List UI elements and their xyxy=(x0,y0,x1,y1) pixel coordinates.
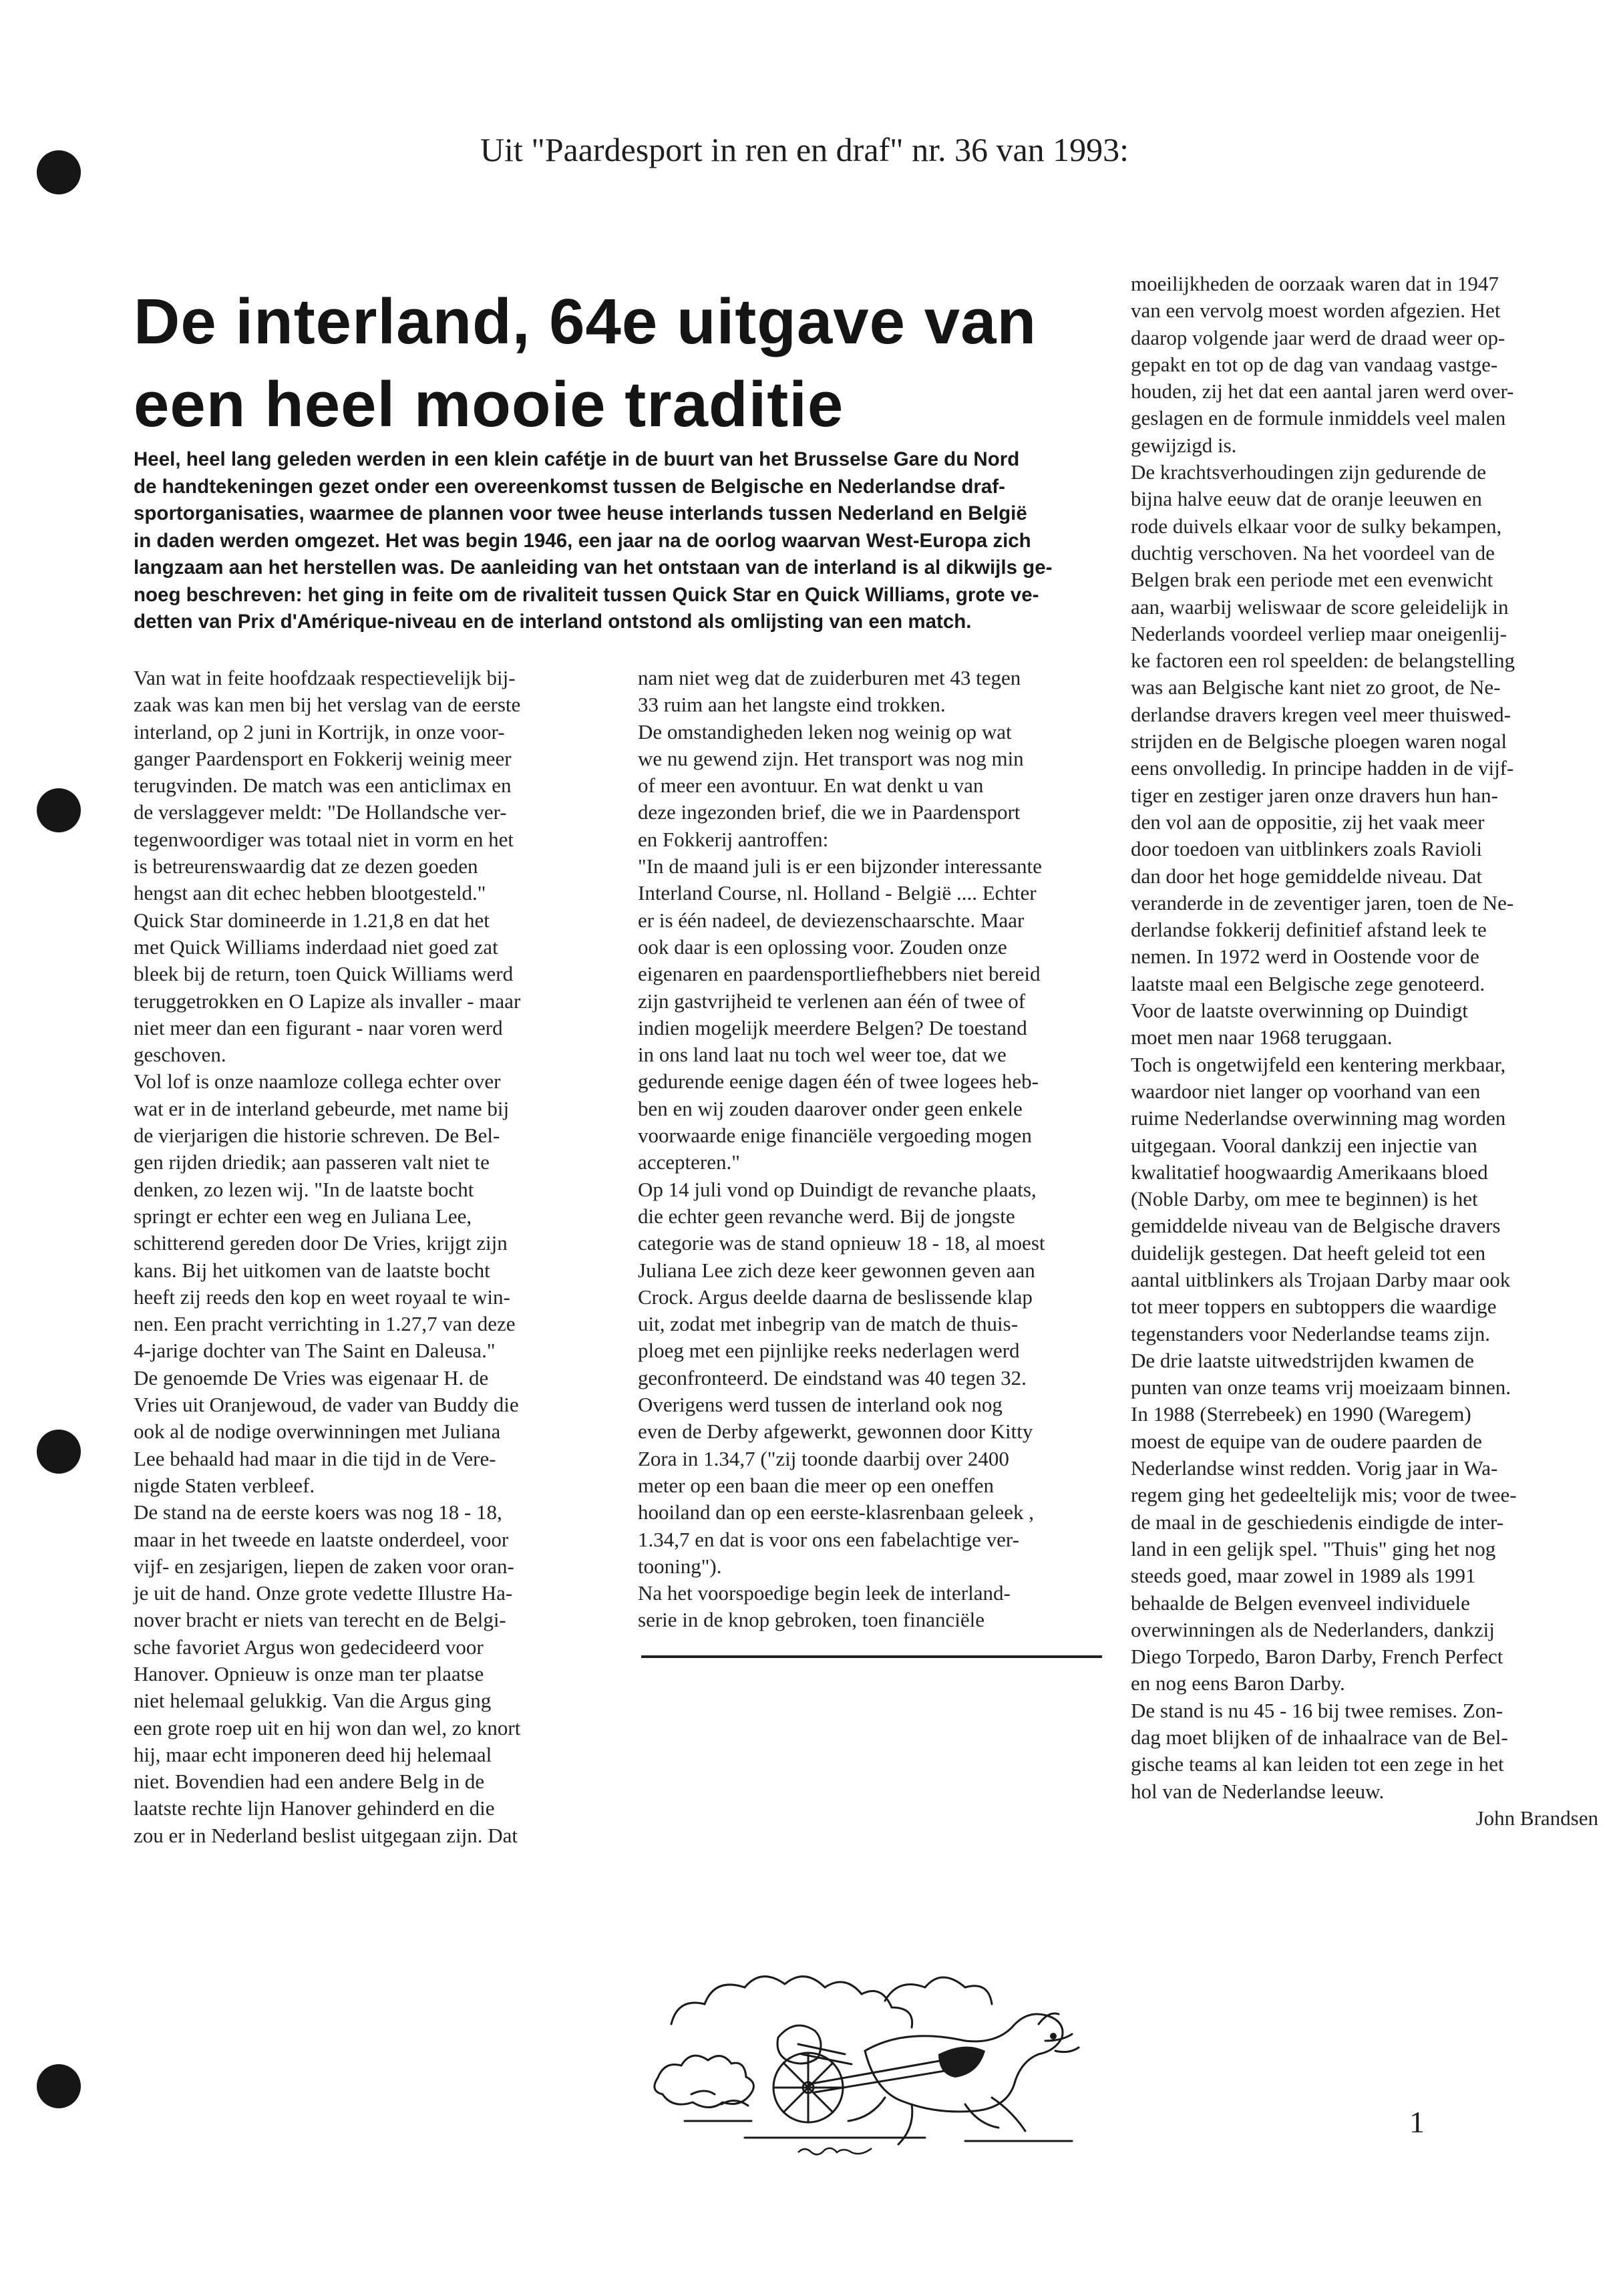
column-line: ke factoren een rol speelden: de belangstelling xyxy=(1131,649,1515,673)
column-line: Van wat in feite hoofdzaak respectievelijk bij- xyxy=(134,666,516,689)
column-line: Interland Course, nl. Holland - België .... Echter xyxy=(638,881,1037,905)
column-line: tegenwoordiger was totaal niet in vorm en het xyxy=(134,827,514,851)
column-line: meter op een baan die meer op een oneffen xyxy=(638,1473,995,1497)
column-line: heeft zij reeds den kop en weet royaal te win- xyxy=(134,1285,510,1309)
column-line: we nu gewend zijn. Het transport was nog min xyxy=(638,746,1024,770)
column-line: gewijzigd is. xyxy=(1131,433,1237,457)
lead-line: in daden werden omgezet. Het was begin 1946, een jaar na de oorlog waarvan West-Europa zich xyxy=(134,529,1031,552)
column-line: tiger en zestiger jaren onze dravers hun han- xyxy=(1131,783,1498,807)
column-line: tooning"). xyxy=(638,1554,722,1578)
column-line: Lee behaald had maar in die tijd in de Vere- xyxy=(134,1446,496,1470)
column-line: Voor de laatste overwinning op Duindigt xyxy=(1131,999,1468,1023)
column-line: was aan Belgische kant niet zo groot, de Ne- xyxy=(1131,675,1501,699)
column-line: Diego Torpedo, Baron Darby, French Perfect xyxy=(1131,1645,1503,1669)
column-line: een grote roep uit en hij won dan wel, zo knort xyxy=(134,1715,521,1740)
column-line: serie in de knop gebroken, toen financiële xyxy=(638,1608,985,1632)
column-line: aantal uitblinkers als Trojaan Darby maar ook xyxy=(1131,1267,1511,1291)
column-line: van een vervolg moest worden afgezien. Het xyxy=(1131,299,1501,323)
column-line: ook al de nodige overwinningen met Juliana xyxy=(134,1420,501,1444)
column-line: houden, zij het dat een aantal jaren werd over- xyxy=(1131,379,1514,403)
column-line: Op 14 juli vond op Duindigt de revanche plaats, xyxy=(638,1177,1037,1201)
column-line: met Quick Williams inderdaad niet goed zat xyxy=(134,935,498,959)
column-line: moet men naar 1968 teruggaan. xyxy=(1131,1025,1393,1049)
column-line: even de Derby afgewerkt, gewonnen door Kitty xyxy=(638,1420,1033,1444)
column-line: zou er in Nederland beslist uitgegaan zijn. Dat xyxy=(134,1823,518,1847)
source-line: Uit "Paardesport in ren en draf" nr. 36 van 1993: xyxy=(480,131,1129,168)
column-line: in ons land laat nu toch wel weer toe, dat we xyxy=(638,1043,1007,1067)
lead-line: noeg beschreven: het ging in feite om de rivaliteit tussen Quick Star en Quick Williams, grote ve- xyxy=(134,583,1039,606)
harness-racing-cartoon xyxy=(645,1937,1125,2158)
column-line: ploeg met een pijnlijke reeks nederlagen werd xyxy=(638,1339,1020,1363)
punch-hole xyxy=(37,2064,81,2108)
column-line: De krachtsverhoudingen zijn gedurende de xyxy=(1131,460,1486,484)
column-line: strijden en de Belgische ploegen waren nogal xyxy=(1131,729,1507,754)
column-line: bleek bij de return, toen Quick Williams werd xyxy=(134,962,514,986)
column-line: teruggetrokken en O Lapize als invaller - maar xyxy=(134,989,521,1013)
column-line: ook daar is een oplossing voor. Zouden onze xyxy=(638,935,1007,959)
column-line: Nederlandse winst redden. Vorig jaar in Wa- xyxy=(1131,1456,1498,1480)
column-line: er is één nadeel, de deviezenschaarschte. Maar xyxy=(638,908,1025,932)
lead-paragraph xyxy=(134,446,1095,636)
column-line: eens onvolledig. In principe hadden in de vijf- xyxy=(1131,756,1514,780)
column-line: geconfronteerd. De eindstand was 40 tegen 32. xyxy=(638,1365,1027,1389)
headline-line: De interland, 64e uitgave van xyxy=(134,286,1037,357)
column-line: bijna halve eeuw dat de oranje leeuwen en xyxy=(1131,487,1482,511)
punch-hole xyxy=(37,788,81,832)
column-line: wat er in de interland gebeurde, met name bij xyxy=(134,1096,510,1120)
lead-line: de handtekeningen gezet onder een overeenkomst tussen de Belgische en Nederlandse draf- xyxy=(134,475,1005,498)
column-line: gedurende eenige dagen één of twee logees heb- xyxy=(638,1070,1039,1094)
column-line: 1.34,7 en dat is voor ons een fabelachtige ver- xyxy=(638,1527,1019,1551)
column-line: of meer een avontuur. En wat denkt u van xyxy=(638,774,984,798)
column-line: laatste rechte lijn Hanover gehinderd en die xyxy=(134,1796,495,1820)
column-end-rule xyxy=(641,1655,1102,1658)
column-line: de vierjarigen die historie schreven. De Bel- xyxy=(134,1124,500,1148)
column-line: terugvinden. De match was een anticlimax en xyxy=(134,774,512,798)
column-line: De drie laatste uitwedstrijden kwamen de xyxy=(1131,1348,1474,1372)
column-line: indien mogelijk meerdere Belgen? De toestand xyxy=(638,1015,1027,1039)
lead-line: Heel, heel lang geleden werden in een klein cafétje in de buurt van het Brusselse Gare du Nord xyxy=(134,448,1020,470)
column-line: kwalitatief hoogwaardig Amerikaans bloed xyxy=(1131,1160,1488,1184)
column-line: de maal in de geschiedenis eindigde de inter- xyxy=(1131,1510,1504,1534)
column-line: gische teams al kan leiden tot een zege in het xyxy=(1131,1752,1504,1776)
article-column-1 xyxy=(134,665,608,1849)
column-line: zijn gastvrijheid te verlenen aan één of twee of xyxy=(638,989,1026,1013)
column-line: Vol lof is onze naamloze collega echter over xyxy=(134,1070,501,1094)
column-line: tegenstanders voor Nederlandse teams zijn. xyxy=(1131,1321,1491,1345)
column-line: interland, op 2 juni in Kortrijk, in onze voor- xyxy=(134,719,505,744)
column-line: en nog eens Baron Darby. xyxy=(1131,1671,1345,1695)
column-line: niet. Bovendien had een andere Belg in de xyxy=(134,1770,485,1794)
column-line: gen rijden driedik; aan passeren valt niet te xyxy=(134,1150,490,1174)
column-line: Overigens werd tussen de interland ook nog xyxy=(638,1393,1003,1417)
column-line: eigenaren en paardensportliefhebbers niet bereid xyxy=(638,962,1041,986)
punch-hole xyxy=(37,1430,81,1474)
column-line: dag moet blijken of de inhaalrace van de Bel- xyxy=(1131,1726,1508,1750)
column-line: waardoor niet langer op voorhand van een xyxy=(1131,1079,1481,1103)
column-line: derlandse fokkerij definitief afstand leek te xyxy=(1131,918,1487,942)
column-line: dan door het hoge gemiddelde niveau. Dat xyxy=(1131,864,1482,888)
column-line: Hanover. Opnieuw is onze man ter plaatse xyxy=(134,1661,484,1685)
column-line: Belgen brak een periode met een evenwicht xyxy=(1131,568,1493,592)
column-line: deze ingezonden brief, die we in Paardensport xyxy=(638,800,1021,824)
column-line: Toch is ongetwijfeld een kentering merkbaar, xyxy=(1131,1052,1506,1076)
column-line: hol van de Nederlandse leeuw. xyxy=(1131,1779,1385,1803)
column-line: uitgegaan. Vooral dankzij een injectie van xyxy=(1131,1133,1477,1157)
column-line: 4-jarige dochter van The Saint en Daleusa." xyxy=(134,1339,496,1363)
column-line: tot meer toppers en subtoppers die waardige xyxy=(1131,1295,1497,1319)
column-line: nam niet weg dat de zuiderburen met 43 tegen xyxy=(638,666,1021,689)
column-line: duidelijk gestegen. Dat heeft geleid tot een xyxy=(1131,1241,1486,1265)
column-line: categorie was de stand opnieuw 18 - 18, al moest xyxy=(638,1231,1045,1255)
column-line: De stand na de eerste koers was nog 18 - 18, xyxy=(134,1500,502,1524)
column-line: (Noble Darby, om mee te beginnen) is het xyxy=(1131,1187,1478,1211)
column-line: sche favoriet Argus won gedecideerd voor xyxy=(134,1635,484,1659)
column-line: 33 ruim aan het langste eind trokken. xyxy=(638,693,946,717)
column-line: nover bracht er niets van terecht en de Belgi- xyxy=(134,1608,506,1632)
column-line: je uit de hand. Onze grote vedette Illustre Ha- xyxy=(134,1581,513,1605)
column-line: De stand is nu 45 - 16 bij twee remises. Zon- xyxy=(1131,1698,1503,1722)
column-line: ganger Paardensport en Fokkerij weinig meer xyxy=(134,746,512,770)
column-line: nemen. In 1972 werd in Oostende voor de xyxy=(1131,945,1479,969)
column-line: geschoven. xyxy=(134,1043,226,1067)
column-line: den vol aan de oppositie, zij het vaak meer xyxy=(1131,810,1485,834)
column-line: Zora in 1.34,7 ("zij toonde daarbij over 2400 xyxy=(638,1446,1009,1470)
column-line: aan, waarbij weliswaar de score geleidelijk in xyxy=(1131,595,1509,619)
column-line: Quick Star domineerde in 1.21,8 en dat het xyxy=(134,908,490,932)
column-line: steeds goed, maar zowel in 1989 als 1991 xyxy=(1131,1564,1476,1588)
lead-line: sportorganisaties, waarmee de plannen voor twee heuse interlands tussen Nederland en België xyxy=(134,502,1027,524)
column-line: De omstandigheden leken nog weinig op wat xyxy=(638,719,1012,744)
column-line: rode duivels elkaar voor de sulky bekampen, xyxy=(1131,514,1502,538)
column-line: behaalde de Belgen evenveel individuele xyxy=(1131,1591,1470,1615)
column-line: geslagen en de formule inmiddels veel malen xyxy=(1131,406,1506,430)
column-line: nen. Een pracht verrichting in 1.27,7 van deze xyxy=(134,1312,516,1336)
column-line: moest de equipe van de oudere paarden de xyxy=(1131,1429,1482,1453)
column-line: land in een gelijk spel. "Thuis" ging het nog xyxy=(1131,1536,1496,1561)
column-line: derlandse dravers kregen veel meer thuiswed- xyxy=(1131,702,1511,726)
column-line: "In de maand juli is er een bijzonder interessante xyxy=(638,854,1042,878)
lead-line: langzaam aan het herstellen was. De aanleiding van het ontstaan van de interland is al dikwijls ge- xyxy=(134,556,1053,579)
column-line: daarop volgende jaar werd de draad weer op- xyxy=(1131,325,1505,349)
column-line: regem ging het gedeeltelijk mis; voor de twee- xyxy=(1131,1483,1517,1507)
column-line: Juliana Lee zich deze keer gewonnen geven aan xyxy=(638,1258,1035,1282)
column-line: De genoemde De Vries was eigenaar H. de xyxy=(134,1365,489,1389)
headline-line: een heel mooie traditie xyxy=(134,369,844,440)
column-line: niet helemaal gelukkig. Van die Argus ging xyxy=(134,1689,492,1713)
column-line: is betreurenswaardig dat ze dezen goeden xyxy=(134,854,478,878)
column-line: veranderde in de zeventiger jaren, toen de Ne- xyxy=(1131,890,1514,915)
column-line: In 1988 (Sterrebeek) en 1990 (Waregem) xyxy=(1131,1402,1471,1426)
column-line: laatste maal een Belgische zege genoteerd. xyxy=(1131,971,1485,995)
column-line: kans. Bij het uitkomen van de laatste bocht xyxy=(134,1258,490,1282)
column-line: niet meer dan een figurant - naar voren werd xyxy=(134,1015,503,1039)
lead-line: detten van Prix d'Amérique-niveau en de interland ontstond als omlijsting van een match. xyxy=(134,611,972,633)
author-signature: John Brandsen xyxy=(1475,1806,1598,1830)
column-line: moeilijkheden de oorzaak waren dat in 1947 xyxy=(1131,272,1499,295)
column-line: hooiland dan op een eerste-klasrenbaan geleek , xyxy=(638,1500,1035,1524)
column-line: door toedoen van uitblinkers zoals Ravioli xyxy=(1131,837,1483,861)
article-column-3 xyxy=(1131,271,1598,1832)
article-column-2 xyxy=(638,665,1099,1634)
headline xyxy=(134,281,1095,446)
column-line: uit, zodat met inbegrip van de match de thuis- xyxy=(638,1312,1019,1336)
column-line: zaak was kan men bij het verslag van de eerste xyxy=(134,693,521,717)
column-line: nigde Staten verbleef. xyxy=(134,1473,315,1497)
column-line: denken, zo lezen wij. "In de laatste bocht xyxy=(134,1177,474,1201)
column-line: gemiddelde niveau van de Belgische dravers xyxy=(1131,1214,1501,1238)
column-line: ben en wij zouden daarover onder geen enkele xyxy=(638,1096,1023,1120)
column-line: accepteren." xyxy=(638,1150,740,1174)
column-line: ruime Nederlandse overwinning mag worden xyxy=(1131,1106,1506,1130)
column-line: duchtig verschoven. Na het voordeel van de xyxy=(1131,540,1495,564)
column-line: de verslaggever meldt: "De Hollandsche ver- xyxy=(134,800,507,824)
column-line: gepakt en tot op de dag van vandaag vastge- xyxy=(1131,352,1498,376)
column-line: hij, maar echt imponeren deed hij helemaal xyxy=(134,1742,492,1766)
page-number: 1 xyxy=(1409,2105,1425,2139)
column-line: springt er echter een weg en Juliana Lee, xyxy=(134,1204,472,1228)
column-line: en Fokkerij aantroffen: xyxy=(638,827,829,851)
column-line: die echter geen revanche werd. Bij de jongste xyxy=(638,1204,1015,1228)
column-line: overwinningen als de Nederlanders, dankzij xyxy=(1131,1617,1495,1641)
column-line: punten van onze teams vrij moeizaam binnen. xyxy=(1131,1375,1511,1400)
column-line: Na het voorspoedige begin leek de interland- xyxy=(638,1581,1011,1605)
column-line: schitterend gereden door De Vries, krijgt zijn xyxy=(134,1231,508,1255)
column-line: hengst aan dit echec hebben blootgesteld." xyxy=(134,881,486,905)
column-line: Vries uit Oranjewoud, de vader van Buddy die xyxy=(134,1393,519,1417)
column-line: maar in het tweede en laatste onderdeel, voor xyxy=(134,1527,509,1551)
column-line: vijf- en zesjarigen, liepen de zaken voor oran- xyxy=(134,1554,514,1578)
column-line: Nederlands voordeel verliep maar oneigenlij- xyxy=(1131,621,1507,645)
column-line: Crock. Argus deelde daarna de beslissende klap xyxy=(638,1285,1033,1309)
column-line: voorwaarde enige financiële vergoeding mogen xyxy=(638,1124,1032,1148)
